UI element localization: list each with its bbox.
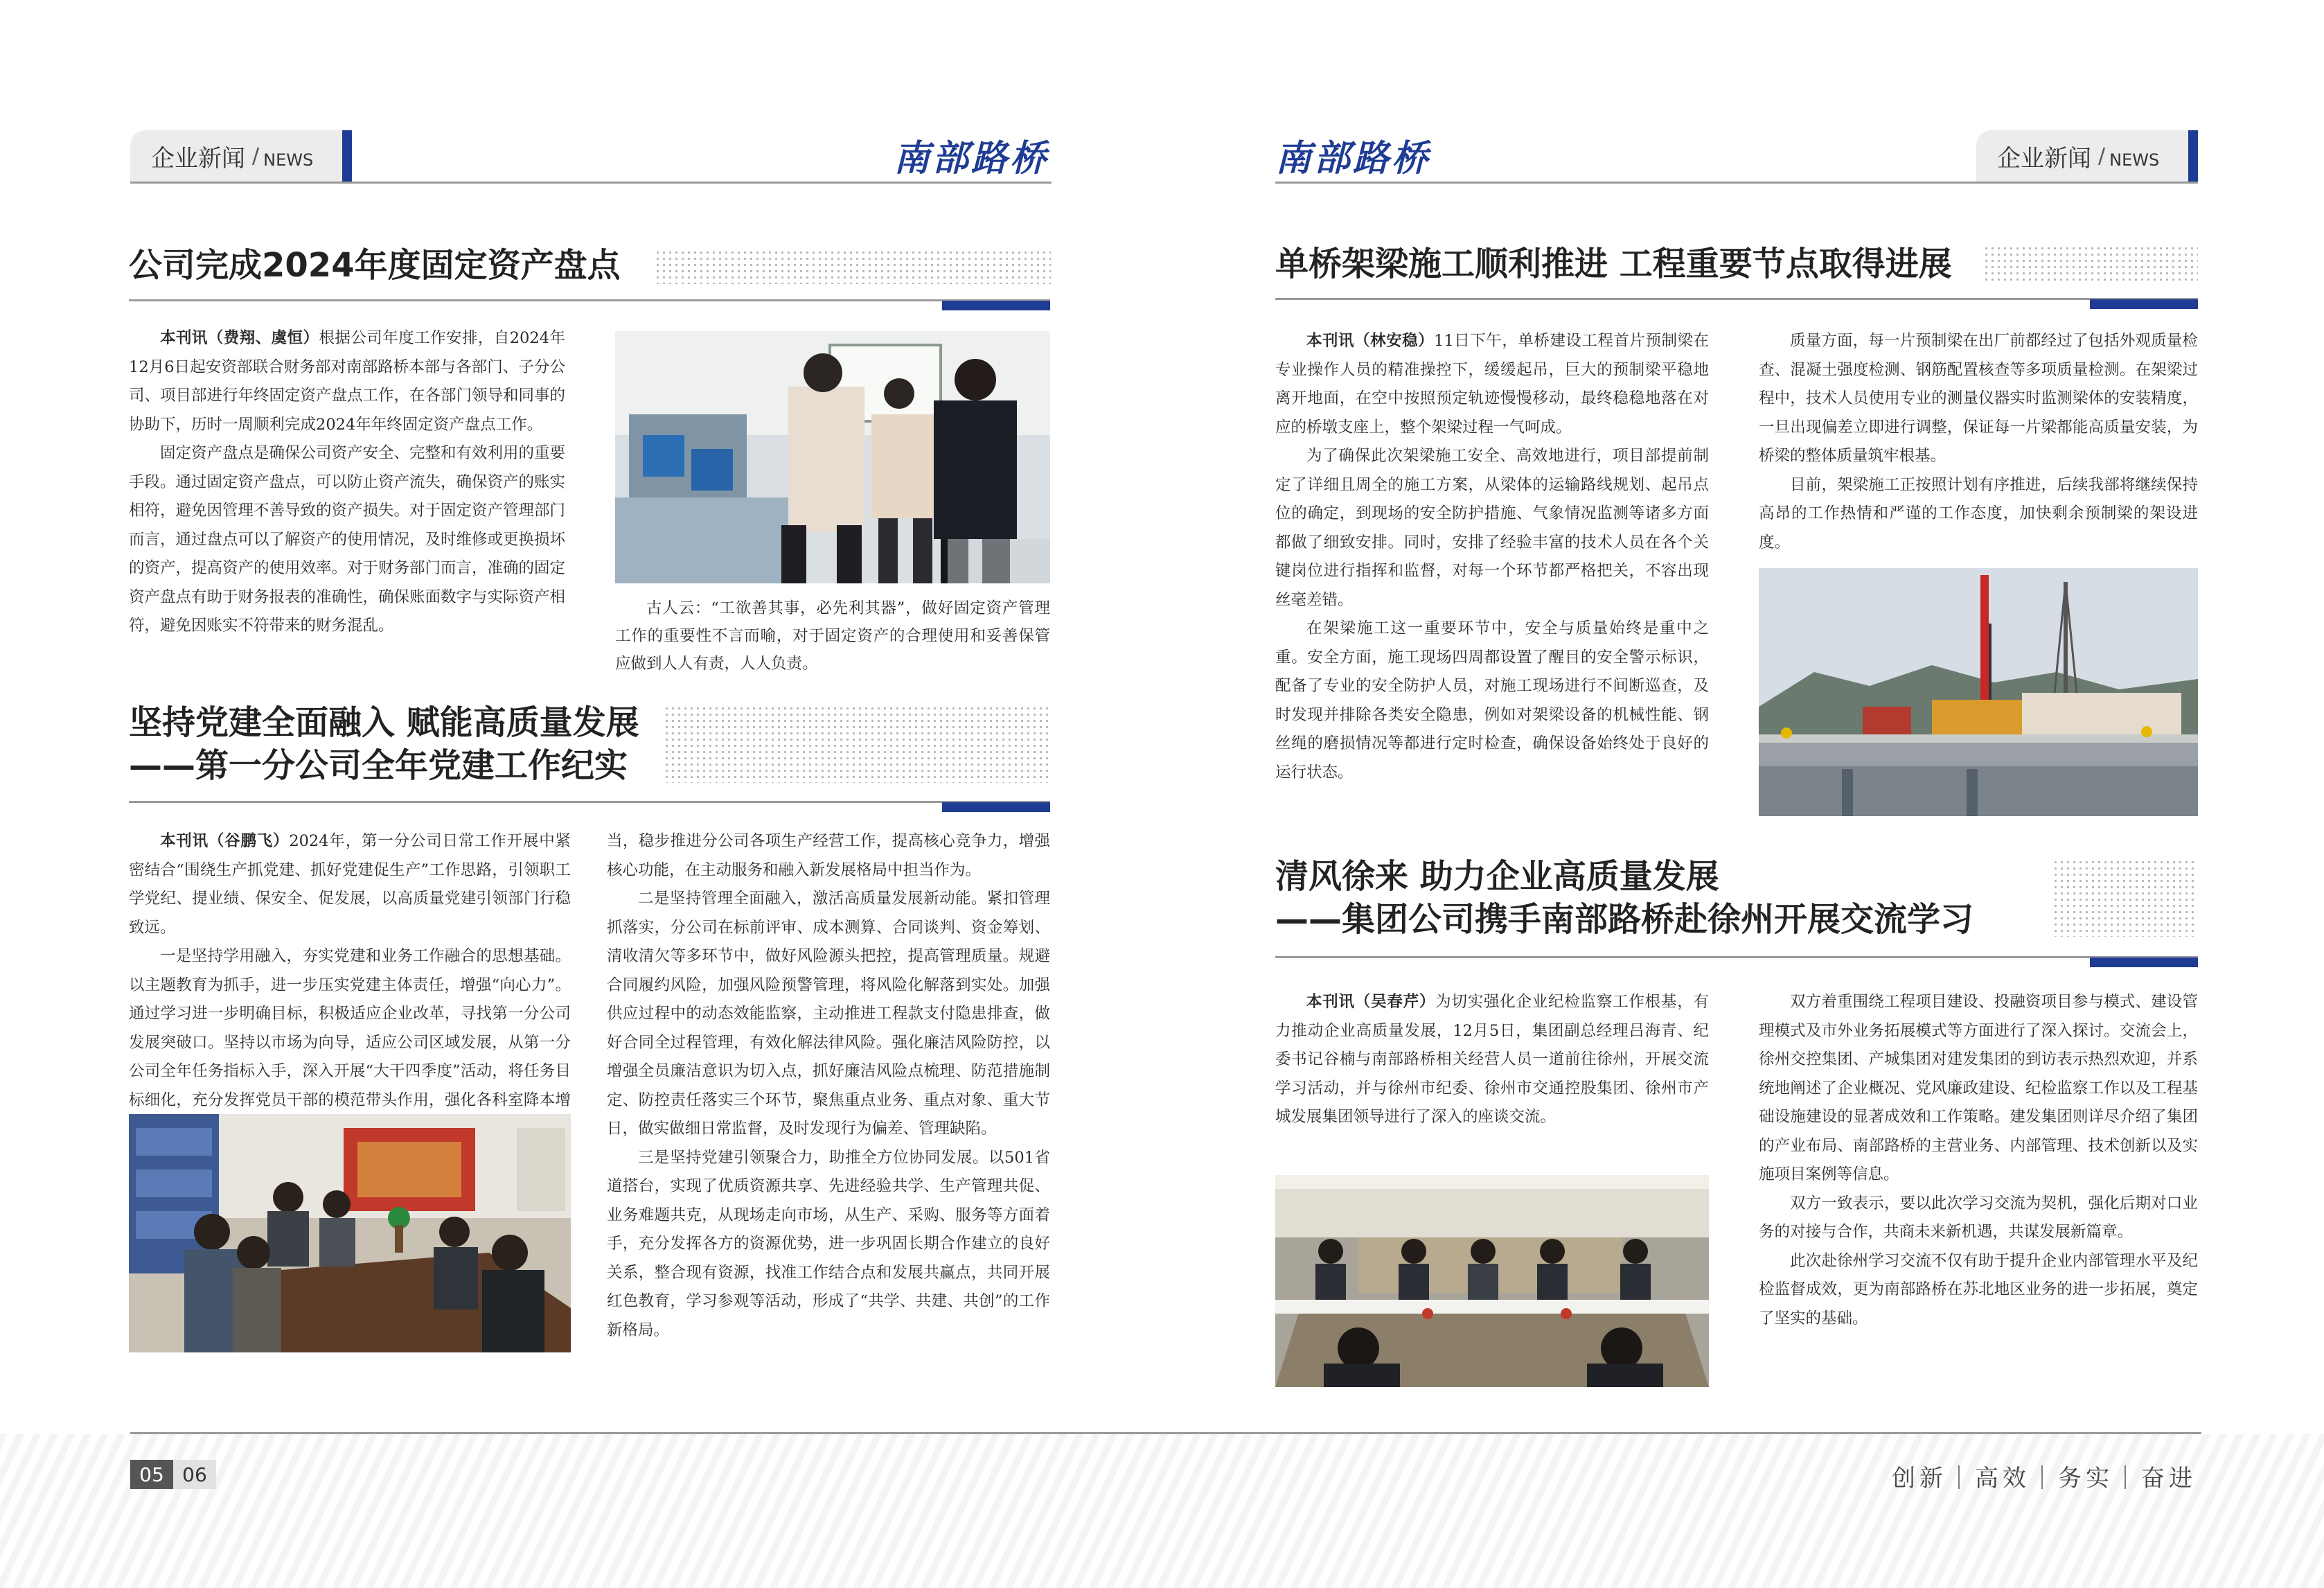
article-byline: 本刊讯（谷鹏飞） bbox=[160, 832, 290, 850]
page-number-right: 06 bbox=[173, 1460, 216, 1489]
paragraph: 为了确保此次架梁施工安全、高效地进行，项目部提前制定了详细且周全的施工方案，从梁体的运输路线规划、起吊点位的确定，到现场的安全防护措施、气象情况监测等诸多方面都做了细致安排。同时，安排了经验丰富的技术人员在各个关键岗位进行指挥和监督，对每一个环节都严格把关，不容出现丝毫差错。 bbox=[1275, 447, 1709, 609]
article-byline: 本刊讯（林安稳） bbox=[1306, 332, 1435, 350]
title-dot-pattern bbox=[1983, 245, 2198, 281]
section-slash: / bbox=[2098, 143, 2106, 168]
article-title-line2: ——集团公司携手南部路桥赴徐州开展交流学习 bbox=[1275, 900, 1974, 939]
section-label: 企业新闻 bbox=[151, 144, 245, 173]
header-rule bbox=[1275, 182, 2198, 184]
footer-rule bbox=[130, 1432, 2201, 1434]
photo-bridge-beam-erection bbox=[1759, 568, 2198, 816]
paragraph: 目前，架梁施工正按照计划有序推进，后续我部将继续保持高昂的工作热情和严谨的工作态度，加快剩余预制梁的架设进度。 bbox=[1759, 475, 2198, 552]
paragraph: 11日下午，单桥建设工程首片预制梁在专业操作人员的精准操控下，缓缓起吊，巨大的预制梁平稳地离开地面，在空中按照预定轨迹慢慢移动，最终稳稳地落在对应的桥墩支座上，整个架梁过程一气呵成。 bbox=[1275, 332, 1709, 436]
paragraph: 一是坚持学用融入，夯实党建和业务工作融合的思想基础。以主题教育为抓手，进一步压实党建主体责任，增强“向心力”。通过学习进一步明确目标，积极适应企业改革，寻找第一分公司发展突破口。坚持以市场为向导，适应公司区域发展，从第一分公司全年任务指标入手，深入开展“大干四季度”活动，将任务目标细化，充分发挥党员干部的模范带头作用，强化各科室降本增 bbox=[129, 947, 571, 1109]
paragraph: 双方一致表示，要以此次学习交流为契机，强化后期对口业务的对接与合作，共商未来新机遇，共谋发展新篇章。 bbox=[1759, 1194, 2198, 1241]
footer-slogan: 创新｜高效｜务实｜奋进 bbox=[1892, 1465, 2197, 1492]
title-rule bbox=[1275, 298, 2198, 300]
article-body-col2 bbox=[1759, 988, 2198, 1333]
article-body-col2 bbox=[607, 827, 1050, 1345]
paragraph: 当，稳步推进分公司各项生产经营工作，提高核心竞争力，增强核心功能，在主动服务和融入新发展格局中担当作为。 bbox=[607, 832, 1050, 879]
title-rule-accent bbox=[2090, 299, 2198, 309]
paragraph: 2024年，第一分公司日常工作开展中紧密结合“围绕生产抓党建、抓好党建促生产”工作思路，引领职工学党纪、提业绩、保安全、促发展，以高质量党建引领部门行稳致远。 bbox=[129, 832, 571, 937]
title-rule bbox=[129, 299, 1050, 301]
paragraph: 在架梁施工这一重要环节中，安全与质量始终是重中之重。安全方面，施工现场四周都设置了醒目的安全警示标识，配备了专业的安全防护人员，对施工现场进行不间断巡查，及时发现并排除各类安全隐患，例如对架梁设备的机械性能、钢丝绳的磨损情况等都进行定时检查，确保设备始终处于良好的运行状态。 bbox=[1275, 619, 1709, 782]
title-dot-pattern bbox=[664, 705, 1050, 783]
article-title: 单桥架梁施工顺利推进 工程重要节点取得进展 bbox=[1275, 245, 1952, 283]
title-rule bbox=[129, 801, 1050, 803]
article-body-col1 bbox=[129, 827, 571, 1144]
photo-asset-inventory bbox=[615, 331, 1050, 583]
brand-logo: 南部路桥 bbox=[1275, 137, 1431, 179]
right-page bbox=[1162, 0, 2324, 1588]
section-label: 企业新闻 bbox=[1997, 144, 2091, 173]
title-rule-accent bbox=[942, 802, 1050, 812]
article-body bbox=[129, 324, 565, 641]
paragraph: 三是坚持党建引领聚合力，助推全方位协同发展。以501省道搭台，实现了优质资源共享、先进经验共学、生产管理共促、业务难题共克，从现场走向市场，从生产、采购、服务等方面着手，充分发挥各方的资源优势，进一步巩固长期合作建立的良好关系，整合现有资源，找准工作结合点和发展共赢点，共同开展红色教育，学习参观等活动，形成了“共学、共建、共创”的工作新格局。 bbox=[607, 1148, 1050, 1339]
article-body-col1 bbox=[1275, 327, 1709, 787]
section-tab bbox=[130, 130, 352, 182]
article-title-line1: 清风徐来 助力企业高质量发展 bbox=[1275, 857, 1719, 896]
paragraph: 质量方面，每一片预制梁在出厂前都经过了包括外观质量检查、混凝土强度检测、钢筋配置核查等多项质量检测。在架梁过程中，技术人员使用专业的测量仪器实时监测梁体的安装精度，一旦出现偏差立即进行调整，保证每一片梁都能高质量安装，为桥梁的整体质量筑牢根基。 bbox=[1759, 332, 2198, 465]
article-byline: 本刊讯（费翔、虞恒） bbox=[160, 329, 319, 347]
paragraph: 双方着重围绕工程项目建设、投融资项目参与模式、建设管理模式及市外业务拓展模式等方面进行了深入探讨。交流会上，徐州交控集团、产城集团对建发集团的到访表示热烈欢迎，并系统地阐述了企业概况、党风廉政建设、纪检监察工作以及工程基础设施建设的显著成效和工作策略。建发集团则详尽介绍了集团的产业布局、南部路桥的主营业务、内部管理、技术创新以及实施项目案例等信息。 bbox=[1759, 993, 2198, 1183]
section-tab bbox=[1976, 130, 2198, 182]
section-label-en: NEWS bbox=[2109, 150, 2160, 170]
article-title: 公司完成2024年度固定资产盘点 bbox=[129, 246, 621, 285]
header-rule bbox=[130, 182, 1052, 184]
photo-party-meeting bbox=[129, 1114, 571, 1352]
paragraph: 根据公司年度工作安排，自2024年12月6日起安资部联合财务部对南部路桥本部与各部门、子分公司、项目部进行年终固定资产盘点工作，在各部门领导和同事的协助下，历时一周顺利完成2024年年终固定资产盘点工作。 bbox=[129, 329, 566, 434]
title-rule-accent bbox=[942, 301, 1050, 310]
article-body-col2 bbox=[1759, 327, 2198, 557]
article-title-line2: ——第一分公司全年党建工作纪实 bbox=[129, 746, 628, 785]
paragraph: 二是坚持管理全面融入，激活高质量发展新动能。紧扣管理抓落实，分公司在标前评审、成本测算、合同谈判、资金筹划、清收清欠等多环节中，做好风险源头把控，提高管理质量。规避合同履约风险，加强风险预警管理，将风险化解落到实处。加强供应过程中的动态效能监察，主动推进工程款支付隐患排查，做好合同全过程管理，有效化解法律风险。强化廉洁风险防控，以增强全员廉洁意识为切入点，抓好廉洁风险点梳理、防范措施制定、防控责任落实三个环节，聚焦重点业务、重点对象、重大节日，做实做细日常监督，及时发现行为偏差、管理缺陷。 bbox=[607, 890, 1050, 1138]
title-dot-pattern bbox=[655, 249, 1051, 284]
photo-caption: 古人云：“工欲善其事，必先利其器”，做好固定资产管理工作的重要性不言而喻，对于固定资产的合理使用和妥善保管应做到人人有责，人人负责。 bbox=[615, 599, 1050, 673]
paragraph: 固定资产盘点是确保公司资产安全、完整和有效利用的重要手段。通过固定资产盘点，可以防止资产流失，确保资产的账实相符，避免因管理不善导致的资产损失。对于固定资产管理部门而言，通过盘点可以了解资产的使用情况，及时维修或更换损坏的资产，提高资产的使用效率。对于财务部门而言，准确的固定资产盘点有助于财务报表的准确性，确保账面数字与实际资产相符，避免因账实不符带来的财务混乱。 bbox=[129, 444, 566, 635]
article-body-col1 bbox=[1275, 988, 1709, 1132]
photo-exchange-meeting bbox=[1275, 1175, 1709, 1387]
section-label-en: NEWS bbox=[263, 150, 314, 170]
paragraph: 此次赴徐州学习交流不仅有助于提升企业内部管理水平及纪检监督成效，更为南部路桥在苏北地区业务的进一步拓展，奠定了坚实的基础。 bbox=[1759, 1251, 2198, 1327]
page-numbers bbox=[130, 1460, 216, 1489]
title-dot-pattern bbox=[2052, 859, 2198, 937]
article-byline: 本刊讯（吴春芹） bbox=[1306, 993, 1436, 1011]
article-title-line1: 坚持党建全面融入 赋能高质量发展 bbox=[129, 703, 639, 742]
page-number-left: 05 bbox=[130, 1460, 173, 1489]
title-rule-accent bbox=[2090, 958, 2198, 967]
paragraph: 为切实强化企业纪检监察工作根基，有力推动企业高质量发展，12月5日，集团副总经理吕海青、纪委书记谷楠与南部路桥相关经营人员一道前往徐州，开展交流学习活动，并与徐州市纪委、徐州市交通控股集团、徐州市产城发展集团领导进行了深入的座谈交流。 bbox=[1275, 993, 1709, 1126]
section-slash: / bbox=[252, 143, 260, 168]
footer-background bbox=[0, 1434, 2324, 1588]
brand-logo: 南部路桥 bbox=[894, 137, 1049, 179]
title-rule bbox=[1275, 956, 2198, 958]
